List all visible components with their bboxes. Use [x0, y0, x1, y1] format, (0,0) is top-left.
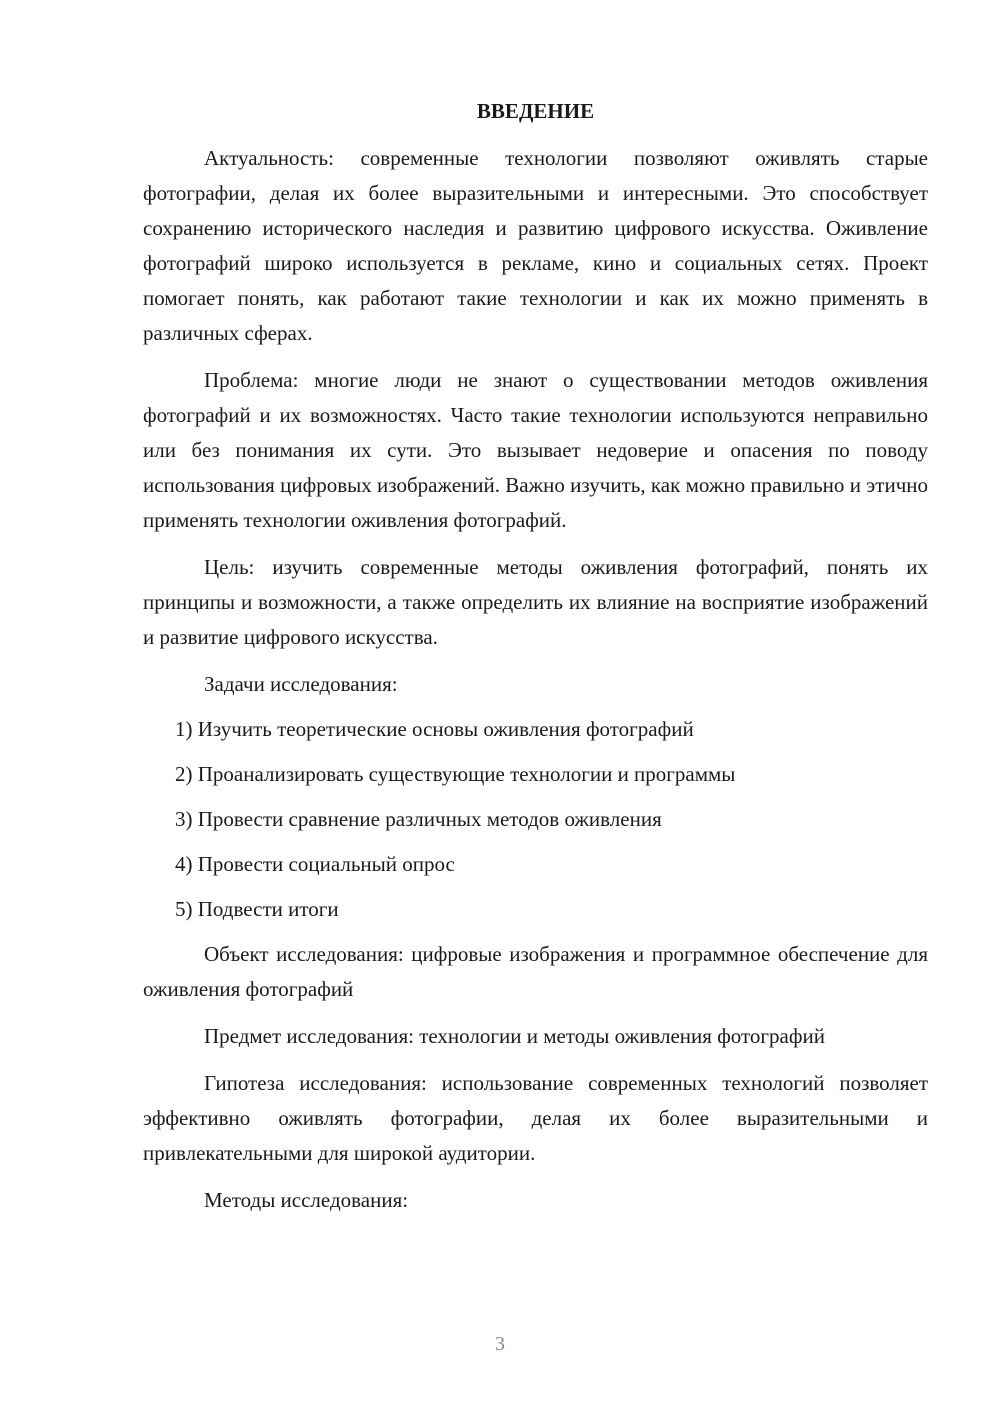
relevance-paragraph: Актуальность: современные технологии позволяют оживлять старые фотографии, делая их более выразительными и интересными. Это способствует сохранению исторического наследия и развитию цифрового искусства. Оживление фотографий широко используется в рекламе, кино и социальных сетях. Проект помогает понять, как работают такие технологии и как их можно применять в различных сферах. [143, 146, 928, 345]
page-number: 3 [495, 1333, 505, 1355]
hypothesis-paragraph: Гипотеза исследования: использование современных технологий позволяет эффективно оживлять фотографии, делая их более выразительными и привлекательными для широкой аудитории. [143, 1071, 928, 1165]
tasks-list [143, 712, 928, 927]
tasks-heading: Задачи исследования: [204, 672, 398, 696]
subject-paragraph: Предмет исследования: технологии и методы оживления фотографий [204, 1024, 825, 1048]
task-item: 4) Провести социальный опрос [175, 852, 455, 876]
document-page [143, 94, 928, 1230]
methods-heading: Методы исследования: [204, 1188, 409, 1212]
task-item: 5) Подвести итоги [175, 897, 339, 921]
problem-paragraph: Проблема: многие люди не знают о существовании методов оживления фотографий и их возможностях. Часто такие технологии используются неправильно или без понимания их сути. Это вызывает недоверие и опасения по поводу использования цифровых изображений. Важно изучить, как можно правильно и этично применять технологии оживления фотографий. [143, 368, 928, 532]
task-item: 1) Изучить теоретические основы оживления фотографий [175, 717, 694, 741]
task-item: 2) Проанализировать существующие технологии и программы [175, 762, 736, 786]
section-title: ВВЕДЕНИЕ [476, 99, 595, 123]
object-paragraph: Объект исследования: цифровые изображения и программное обеспечение для оживления фотографий [143, 942, 928, 1001]
goal-paragraph: Цель: изучить современные методы оживления фотографий, понять их принципы и возможности, а также определить их влияние на восприятие изображений и развитие цифрового искусства. [143, 555, 928, 649]
task-item: 3) Провести сравнение различных методов оживления [175, 807, 662, 831]
